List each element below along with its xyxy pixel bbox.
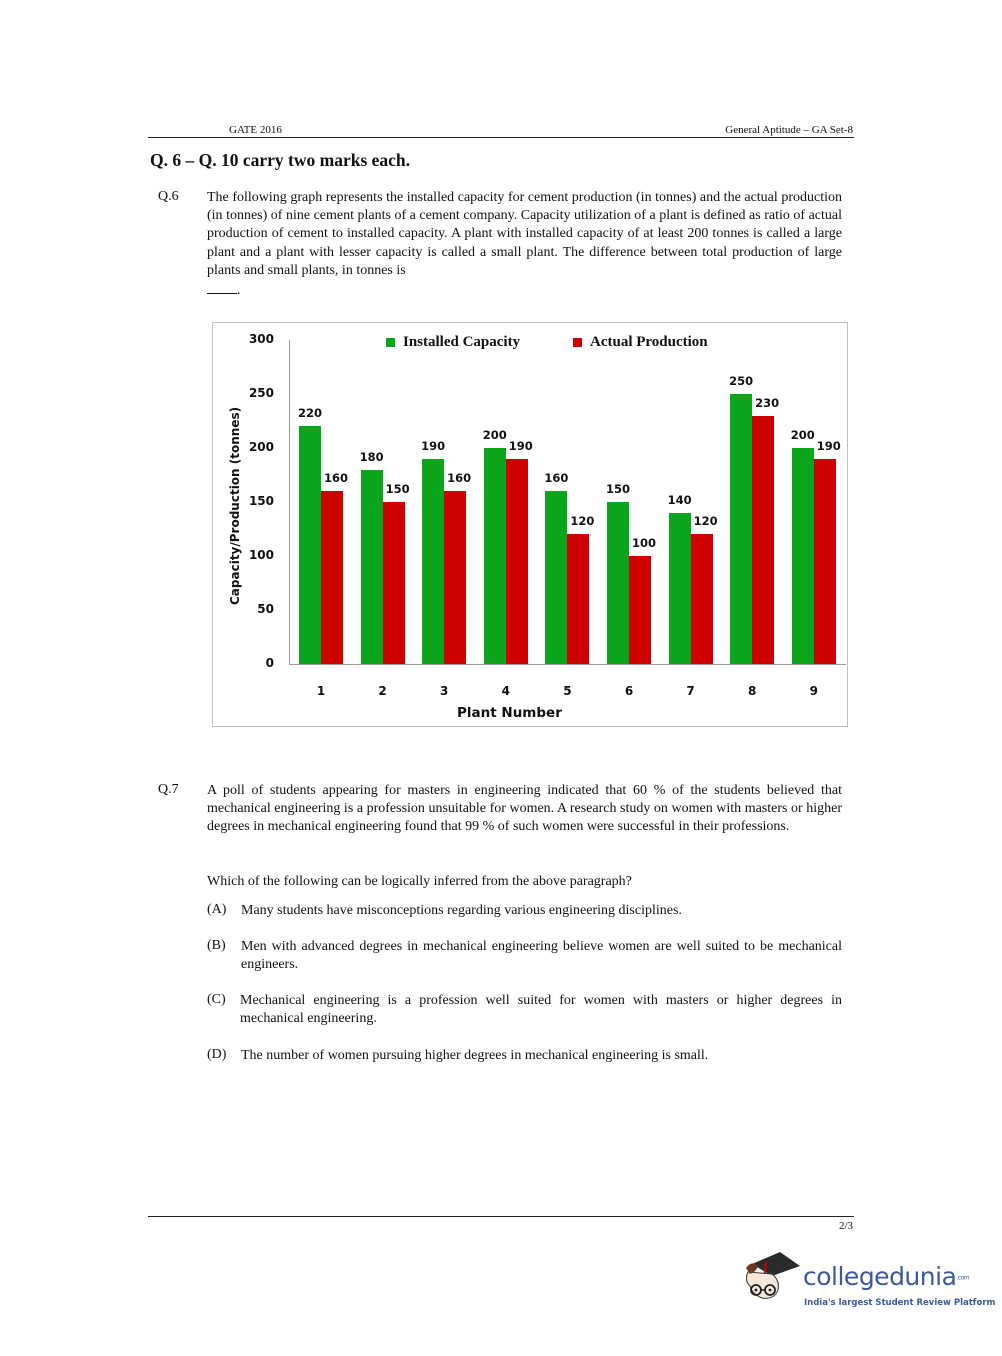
- actual-production-bar-5: [567, 534, 589, 664]
- bar-value-label: 180: [359, 449, 384, 464]
- option-c-text[interactable]: Mechanical engineering is a profession well suited for women with masters or higher degrees in mechanical engineering.: [240, 993, 842, 1027]
- page-number: 2/3: [838, 1220, 853, 1232]
- y-tick: 300: [248, 332, 274, 346]
- actual-production-bar-3: [444, 491, 466, 664]
- question-text-q6: [207, 189, 842, 280]
- x-axis-label: Plant Number: [457, 705, 562, 721]
- installed-capacity-bar-8: [730, 394, 752, 664]
- actual-production-bar-9: [814, 459, 836, 664]
- bar-value-label: 150: [605, 482, 630, 496]
- y-tick: 150: [248, 494, 274, 508]
- legend-installed-capacity: Installed Capacity: [386, 334, 520, 351]
- installed-capacity-bar-4: [484, 448, 506, 664]
- legend-swatch-red: [573, 338, 582, 347]
- actual-production-bar-7: [691, 534, 713, 664]
- y-tick: 250: [248, 386, 274, 400]
- bar-value-label: 200: [482, 428, 507, 442]
- actual-production-bar-8: [752, 416, 774, 664]
- question-prompt-q7: Which of the following can be logically inferred from the above paragraph?: [207, 874, 632, 889]
- x-tick: 9: [809, 684, 818, 698]
- x-tick: 7: [686, 684, 695, 698]
- question-body-q6: The following graph represents the installed capacity for cement production (in tonnes) and the actual production (in tonnes) of nine cement plants of a cement company. Capacity utilization of a plant is defined as ratio of actual production of cement to installed capacity. A plant with installed capacity of at least 200 tonnes is called a large plant and a plant with lesser capacity is called a small plant. The difference between total production of large plants and small plants, in tonnes is: [207, 190, 842, 278]
- installed-capacity-bar-2: [361, 470, 383, 664]
- installed-capacity-bar-7: [669, 513, 691, 664]
- legend-actual-production: Actual Production: [573, 334, 708, 351]
- bar-value-label: 120: [693, 514, 718, 529]
- installed-capacity-bar-9: [792, 448, 814, 664]
- y-axis-label: Capacity/Production (tonnes): [228, 406, 242, 605]
- y-axis-line: [289, 340, 290, 664]
- bar-value-label: 160: [544, 471, 569, 486]
- bar-value-label: 200: [790, 428, 815, 442]
- x-tick: 1: [316, 684, 326, 698]
- x-tick: 3: [440, 684, 449, 698]
- installed-capacity-bar-6: [607, 502, 629, 664]
- question-text-q7: A poll of students appearing for masters in engineering indicated that 60 % of the students believed that mechanical engineering is a profession unsuitable for women. A research study on women with masters or higher degrees in mechanical engineering found that 99 % of such women were successful in their professions.: [207, 783, 842, 835]
- x-tick: 4: [501, 684, 510, 698]
- question-number-q6: Q.6: [158, 189, 179, 204]
- bar-value-label: 190: [508, 438, 533, 453]
- option-b-label[interactable]: (B): [207, 938, 226, 953]
- legend-swatch-green: [386, 338, 395, 347]
- actual-production-bar-4: [506, 459, 528, 664]
- option-a-label[interactable]: (A): [207, 902, 227, 917]
- header-paper-name: General Aptitude – GA Set-8: [725, 124, 853, 136]
- x-tick: 2: [378, 684, 387, 698]
- answer-blank: .: [207, 281, 241, 300]
- bar-value-label: 220: [297, 406, 322, 421]
- bar-value-label: 120: [570, 514, 595, 529]
- x-tick: 8: [748, 684, 757, 698]
- bar-value-label: 140: [667, 492, 692, 507]
- option-b-text[interactable]: Men with advanced degrees in mechanical engineering believe women are well suited to be mechanical engineers.: [241, 939, 842, 973]
- answer-blank-line: [207, 281, 237, 294]
- bar-value-label: 250: [729, 374, 754, 388]
- bar-value-label: 160: [323, 471, 348, 486]
- option-c-label[interactable]: (C): [207, 992, 226, 1007]
- x-tick: 6: [624, 684, 634, 698]
- bar-value-label: 160: [447, 471, 472, 486]
- y-tick: 200: [248, 440, 274, 454]
- header-divider: [148, 137, 854, 138]
- collegedunia-mascot-icon: [742, 1250, 802, 1310]
- option-d-label[interactable]: (D): [207, 1047, 227, 1062]
- question-number-q7: Q.7: [158, 782, 179, 797]
- installed-capacity-bar-1: [299, 426, 321, 664]
- bar-value-label: 190: [816, 438, 841, 453]
- actual-production-bar-6: [629, 556, 651, 664]
- installed-capacity-bar-3: [422, 459, 444, 664]
- collegedunia-tagline: India's largest Student Review Platform: [804, 1298, 996, 1308]
- y-tick: 100: [248, 548, 274, 562]
- bar-value-label: 100: [631, 536, 656, 550]
- footer-divider: [148, 1216, 854, 1217]
- collegedunia-logo-text[interactable]: collegedunia.com: [803, 1262, 970, 1291]
- option-d-text[interactable]: The number of women pursuing higher degrees in mechanical engineering is small.: [241, 1048, 709, 1063]
- option-a-text[interactable]: Many students have misconceptions regarding various engineering disciplines.: [241, 903, 682, 918]
- section-title: Q. 6 – Q. 10 carry two marks each.: [150, 150, 411, 170]
- y-tick: 50: [257, 602, 274, 616]
- bar-value-label: 230: [755, 395, 780, 410]
- bar-value-label: 150: [385, 482, 410, 496]
- bar-value-label: 190: [421, 438, 446, 453]
- x-tick: 5: [563, 684, 572, 698]
- y-tick: 0: [265, 656, 274, 670]
- header-exam-name: GATE 2016: [229, 124, 282, 136]
- actual-production-bar-2: [383, 502, 405, 664]
- x-axis-line: [289, 664, 846, 665]
- actual-production-bar-1: [321, 491, 343, 664]
